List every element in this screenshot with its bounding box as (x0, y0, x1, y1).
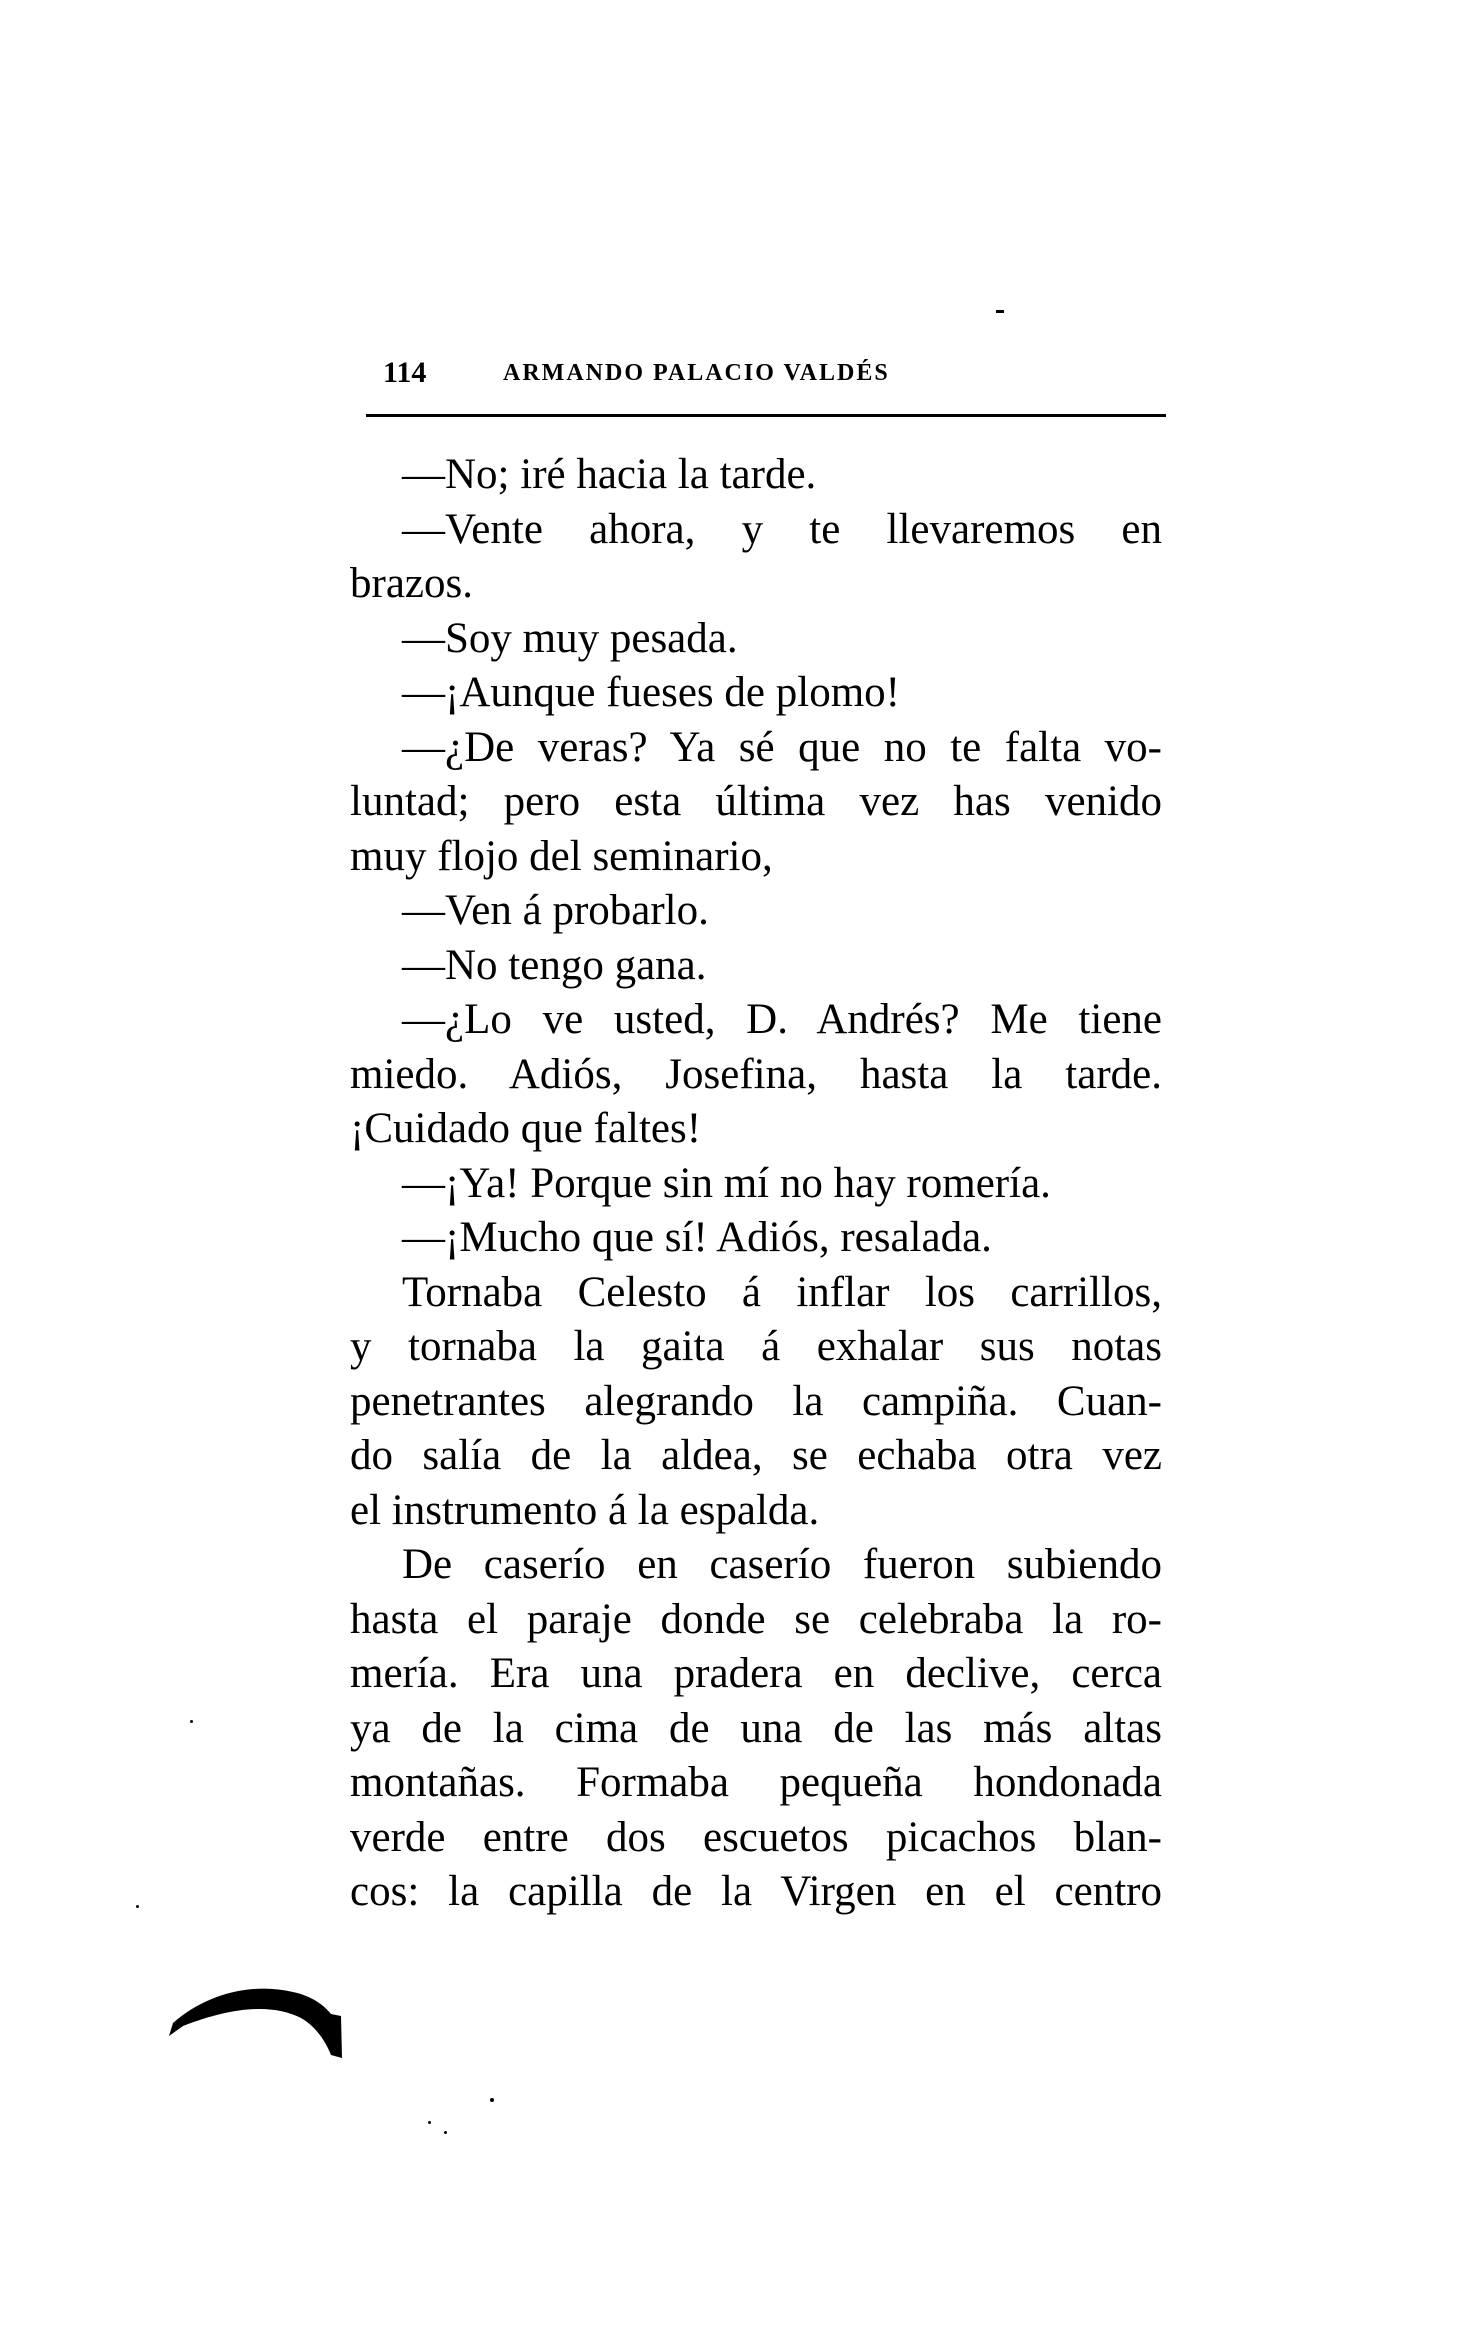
text-line: —No; iré hacia la tarde. (402, 451, 817, 498)
ink-speck (428, 2121, 431, 2124)
text-line: cos: la capilla de la Virgen en el centro (350, 1868, 1162, 1915)
text-line: —¡Ya! Porque sin mí no hay romería. (402, 1159, 1051, 1207)
body-text (350, 448, 1162, 1920)
text-line: verde entre dos escuetos picachos blan- (350, 1813, 1162, 1861)
text-line: muy flojo del seminario, (350, 832, 773, 880)
text-line: y tornaba la gaita á exhalar sus notas (350, 1323, 1162, 1370)
text-line: —Soy muy pesada. (402, 614, 738, 662)
text-line: ¡Cuidado que faltes! (350, 1105, 702, 1152)
page-number: 114 (383, 356, 427, 389)
text-line: —Vente ahora, y te llevaremos en (402, 505, 1162, 553)
text-line: do salía de la aldea, se echaba otra vez (350, 1432, 1162, 1479)
header-rule (366, 414, 1166, 417)
ink-mark (996, 310, 1004, 313)
text-line: penetrantes alegrando la campiña. Cuan- (350, 1377, 1162, 1425)
text-line: ya de la cima de una de las más altas (350, 1704, 1162, 1752)
ink-blot-mark (165, 1960, 355, 2065)
text-line: luntad; pero esta última vez has venido (350, 778, 1162, 825)
running-head (383, 356, 1163, 396)
text-line: —¡Mucho que sí! Adiós, resalada. (402, 1214, 992, 1261)
ink-speck (444, 2131, 447, 2134)
ink-speck (190, 1720, 193, 1723)
text-line: De caserío en caserío fueron subiendo (402, 1541, 1162, 1588)
running-title: ARMANDO PALACIO VALDÉS (503, 360, 890, 386)
text-line: montañas. Formaba pequeña hondonada (350, 1759, 1162, 1806)
text-line: mería. Era una pradera en declive, cerca (350, 1650, 1162, 1697)
text-line: hasta el paraje donde se celebraba la ro- (350, 1595, 1162, 1643)
text-line: —¡Aunque fueses de plomo! (402, 669, 900, 716)
text-line: —No tengo gana. (402, 941, 707, 989)
text-line: —¿De veras? Ya sé que no te falta vo- (402, 723, 1162, 771)
text-line: Tornaba Celesto á inflar los carrillos, (402, 1268, 1162, 1316)
text-line: —¿Lo ve usted, D. Andrés? Me tiene (402, 996, 1162, 1043)
ink-speck (136, 1905, 139, 1908)
ink-speck (490, 2098, 494, 2102)
text-line: miedo. Adiós, Josefina, hasta la tarde. (350, 1050, 1162, 1098)
text-line: brazos. (350, 560, 473, 607)
text-line: —Ven á probarlo. (402, 887, 709, 934)
text-line: el instrumento á la espalda. (350, 1486, 820, 1534)
